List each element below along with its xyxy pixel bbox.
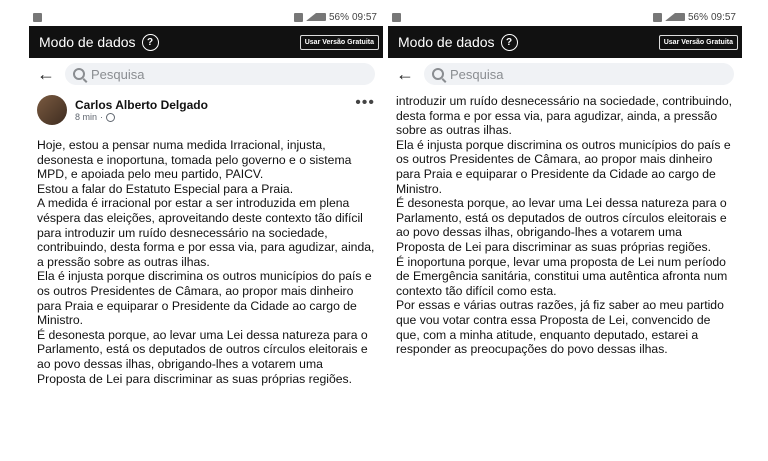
paragraph: introduzir um ruído desnecessário na sociedade, contribuindo, desta forma e por essa via, para agudizar, ainda, a pressão sobre as outras ilhas.: [396, 94, 733, 138]
clock: 09:57: [351, 11, 377, 23]
more-options-icon[interactable]: •••: [355, 94, 375, 111]
paragraph: Ela é injusta porque discrimina os outros municípios do país e os outros Presidentes de Câmara, ao propor mais dinheiro para Praia e equiparar o Presidente da Cidade ao cargo de Ministro.: [37, 269, 372, 328]
post-text: [388, 92, 742, 359]
status-bar: [388, 8, 742, 26]
search-row: [388, 58, 742, 90]
post-time[interactable]: 8 min: [75, 112, 98, 122]
post-meta: 8 min ·: [75, 112, 208, 122]
paragraph: A medida é irracional por estar a ser introduzida em plena véspera das eleições, aproveitando deste contexto tão difícil para introduzir um ruído desnecessário na sociedade, contribuindo, desta forma e por essa via, para agudizar, ainda, a pressão sobre as outras ilhas.: [37, 196, 375, 269]
notification-icon: [33, 13, 42, 22]
battery-level: 56%: [687, 11, 708, 23]
notification-icon: [392, 13, 401, 22]
app-icon: [294, 13, 303, 22]
status-bar: [29, 8, 383, 26]
avatar[interactable]: [37, 95, 67, 125]
search-icon: [432, 68, 444, 80]
help-icon[interactable]: ?: [501, 34, 518, 51]
paragraph: Ela é injusta porque discrimina os outros municípios do país e os outros Presidentes de Câmara, ao propor mais dinheiro para Praia e equiparar o Presidente da Cidade ao cargo de Ministro.: [396, 137, 731, 196]
post-header: [29, 90, 383, 126]
paragraph: É inoportuna porque, levar uma proposta de Lei num período de Emergência sanitária, constitui uma autêntica afronta num contexto tão difícil como esta.: [396, 254, 728, 298]
free-version-button[interactable]: Usar Versão Gratuita: [659, 35, 738, 50]
search-row: [29, 58, 383, 90]
search-placeholder: Pesquisa: [450, 66, 504, 82]
post-text: [29, 136, 383, 388]
clock: 09:57: [710, 11, 736, 23]
back-arrow-icon[interactable]: ←: [396, 63, 414, 84]
data-mode-title: Modo de dados: [39, 34, 136, 50]
paragraph: Por essas e várias outras razões, já fiz saber ao meu partido que vou votar contra essa Proposta de Lei, convencido de que, com a minha atitude, enquanto deputado, estarei a responder as preocupações do povo dessas ilhas.: [396, 298, 724, 357]
signal-icon: [306, 13, 326, 21]
author-name[interactable]: Carlos Alberto Delgado: [75, 98, 208, 112]
search-input[interactable]: [424, 63, 734, 85]
data-mode-title: Modo de dados: [398, 34, 495, 50]
top-bar: [29, 26, 383, 58]
screenshot-left: [29, 8, 383, 458]
battery-level: 56%: [328, 11, 349, 23]
paragraph: Estou a falar do Estatuto Especial para a Praia.: [37, 181, 294, 196]
signal-icon: [665, 13, 685, 21]
search-placeholder: Pesquisa: [91, 66, 145, 82]
app-icon: [653, 13, 662, 22]
globe-icon: [106, 113, 115, 122]
screenshot-right: [388, 8, 742, 458]
help-icon[interactable]: ?: [142, 34, 159, 51]
paragraph: É desonesta porque, ao levar uma Lei dessa natureza para o Parlamento, está os deputados de outros círculos eleitorais e ao povo dessas ilhas, obrigando-lhes a votarem uma Proposta de Lei para discriminar as suas próprias regiões.: [396, 196, 727, 254]
paragraph: Hoje, estou a pensar numa medida Irracional, injusta, desonesta e inoportuna, tomada pelo governo e o sistema MPD, e apoiada pelo meu partido, PAICV.: [37, 138, 352, 182]
free-version-button[interactable]: Usar Versão Gratuita: [300, 35, 379, 50]
search-input[interactable]: [65, 63, 375, 85]
back-arrow-icon[interactable]: ←: [37, 63, 55, 84]
search-icon: [73, 68, 85, 80]
top-bar: [388, 26, 742, 58]
paragraph: É desonesta porque, ao levar uma Lei dessa natureza para o Parlamento, está os deputados de outros círculos eleitorais e ao povo dessas ilhas, obrigando-lhes a votarem uma Proposta de Lei para discriminar as suas próprias regiões.: [37, 327, 368, 386]
